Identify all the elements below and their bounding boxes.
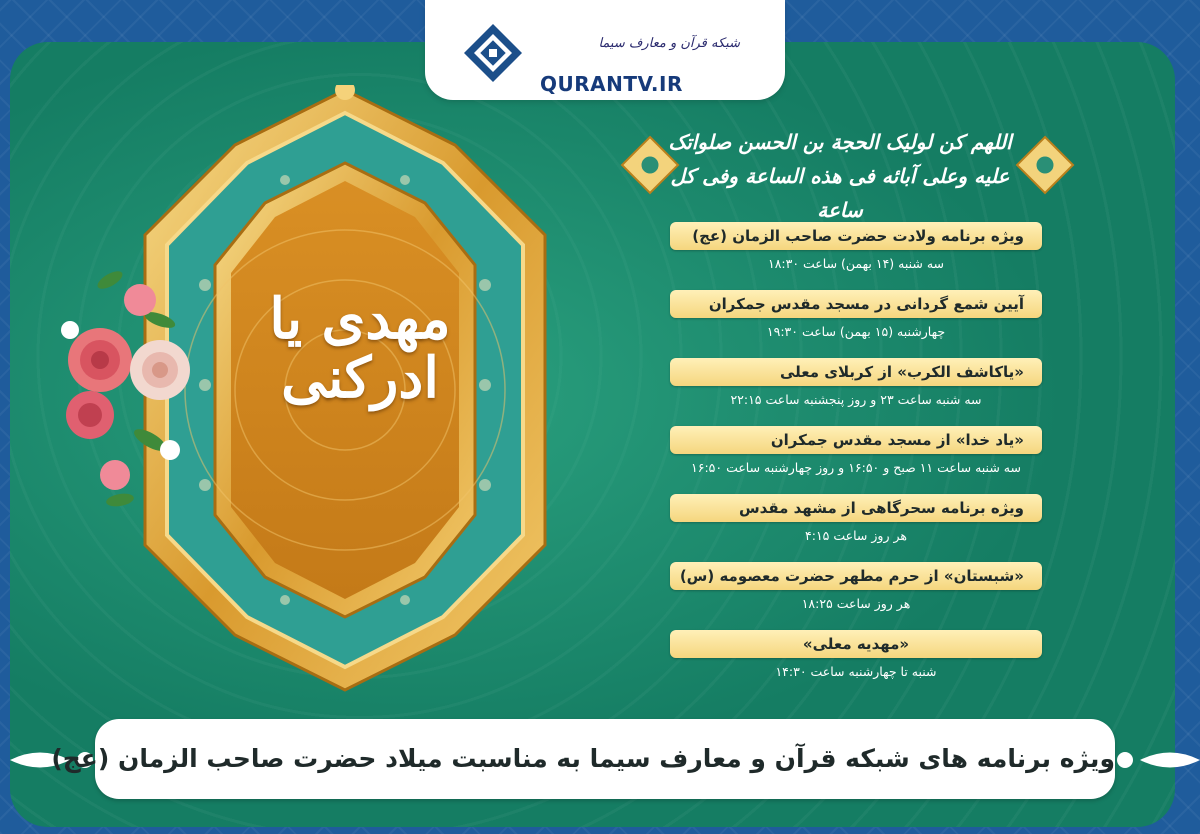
program-time: شنبه تا چهارشنبه ساعت ۱۴:۳۰ (775, 664, 937, 679)
schedule-item (670, 494, 1042, 562)
rose-bouquet (50, 240, 200, 540)
program-time: سه شنبه ساعت ۱۱ صبح و ۱۶:۵۰ و روز چهارشنبه ساعت ۱۶:۵۰ (691, 460, 1021, 475)
program-time: هر روز ساعت ۱۸:۲۵ (801, 596, 911, 611)
knot-ornament-right (1015, 135, 1075, 195)
program-time: سه شنبه (۱۴ بهمن) ساعت ۱۸:۳۰ (767, 256, 945, 271)
schedule-item (670, 630, 1042, 698)
banner-title: ویژه برنامه های شبکه قرآن و معارف سیما به مناسبت میلاد حضرت صاحب الزمان (عج) (51, 744, 1115, 773)
schedule-item (670, 358, 1042, 426)
prayer-text (660, 125, 1020, 227)
program-title: «یاکاشف الکرب» از کربلای معلی (670, 358, 1042, 386)
schedule-item (670, 222, 1042, 290)
program-title: ویژه برنامه سحرگاهی از مشهد مقدس (670, 494, 1042, 522)
program-time: هر روز ساعت ۴:۱۵ (805, 528, 907, 543)
program-title: «مهدیه معلی» (670, 630, 1042, 658)
program-time: چهارشنبه (۱۵ بهمن) ساعت ۱۹:۳۰ (766, 324, 946, 339)
schedule-item (670, 562, 1042, 630)
program-title: «شبستان» از حرم مطهر حضرت معصومه (س) (670, 562, 1042, 590)
program-title: آیین شمع گردانی در مسجد مقدس جمکران (670, 290, 1042, 318)
schedule-item (670, 426, 1042, 494)
prayer-line-2: علیه وعلی آبائه فی هذه الساعة وفی کل ساعة (670, 164, 1010, 222)
prayer-line-1: اللهم کن لولیک الحجة بن الحسن صلواتک (668, 130, 1012, 154)
banner-ornament-right (1110, 740, 1200, 780)
schedule-item (670, 290, 1042, 358)
medallion-calligraphy: مهدی یا ادرکنی (269, 286, 451, 411)
program-schedule (670, 222, 1042, 698)
logo-domain[interactable]: QURANTV.IR (540, 72, 683, 96)
logo-tagline: شبکه قرآن و معارف سیما (598, 36, 740, 51)
program-time: سه شنبه ساعت ۲۳ و روز پنجشنبه ساعت ۲۲:۱۵ (730, 392, 982, 407)
program-title: «یاد خدا» از مسجد مقدس جمکران (670, 426, 1042, 454)
program-title: ویژه برنامه ولادت حضرت صاحب الزمان (عج) (670, 222, 1042, 250)
quran-tv-logo-icon[interactable] (462, 22, 524, 84)
